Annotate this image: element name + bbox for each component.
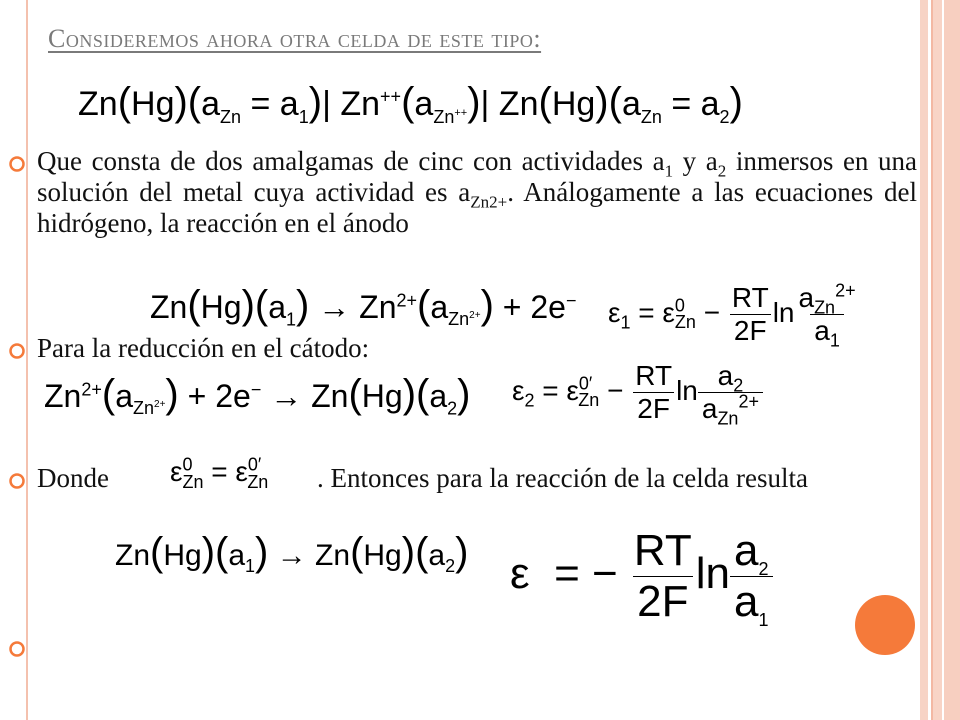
cell-epsilon-equation: ε = − $\frac{RT}{2F}$ ln $\frac{a_2}{a_1}$ <box>510 526 773 627</box>
cell-reaction-equation: $Zn(Hg)(a_1) \to Zn(Hg)(a_2)$ <box>115 530 469 576</box>
decorative-dot <box>855 595 915 655</box>
donde-equation: $\varepsilon^0_{Zn} = \varepsilon^{0'}_{Zn}$ <box>170 454 269 492</box>
bullet-text-2: Para la reducción en el cátodo: <box>37 333 370 363</box>
bullet-icon <box>8 472 26 490</box>
bullet-text-3: Donde . Entonces para la reacción de la celda resulta <box>37 463 808 493</box>
epsilon1-equation: $\varepsilon_1 = \varepsilon^0_{Zn}$ − $\frac{RT}{2F}$ ln $\frac{a_{Zn}^{2+}}{a_1}$ <box>608 280 856 351</box>
right-decor-strip <box>933 0 942 720</box>
cathode-reaction-equation: $Zn^{2+}(a_{Zn^{2+}}) + 2e^- \to Zn(Hg)(a_2)$ <box>44 372 471 419</box>
cell-notation: $Zn(Hg)(a_{Zn} = a_1)|$ $Zn^{++}(a_{Zn^{++}})|$ $Zn(Hg)(a_{Zn} = a_2)$ <box>78 80 743 127</box>
bullet-icon <box>8 155 26 173</box>
bullet-icon <box>8 640 26 658</box>
left-border-line <box>26 0 28 720</box>
anode-reaction-equation: $Zn(Hg)(a_1) \to Zn^{2+}(a_{Zn^{2+}}) + 2e^-$ <box>150 283 577 330</box>
bullet-text-1: Que consta de dos amalgamas de cinc con actividades $a_1$ y $a_2$ inmersos en una solución del metal cuya actividad es $a_{Zn2+}$. Análogamente a las ecuaciones del hidrógeno, la reacción en el ánodo <box>37 146 918 238</box>
epsilon2-equation: $\varepsilon_2 = \varepsilon^{0'}_{Zn}$ − $\frac{RT}{2F}$ ln $\frac{a_2}{a_{Zn}^{2+}}$ <box>512 360 763 425</box>
slide-title: Consideremos ahora otra celda de este tipo: <box>48 24 542 53</box>
bullet-icon <box>8 342 26 360</box>
right-decor-strip <box>920 0 928 720</box>
right-decor-strip <box>944 0 960 720</box>
